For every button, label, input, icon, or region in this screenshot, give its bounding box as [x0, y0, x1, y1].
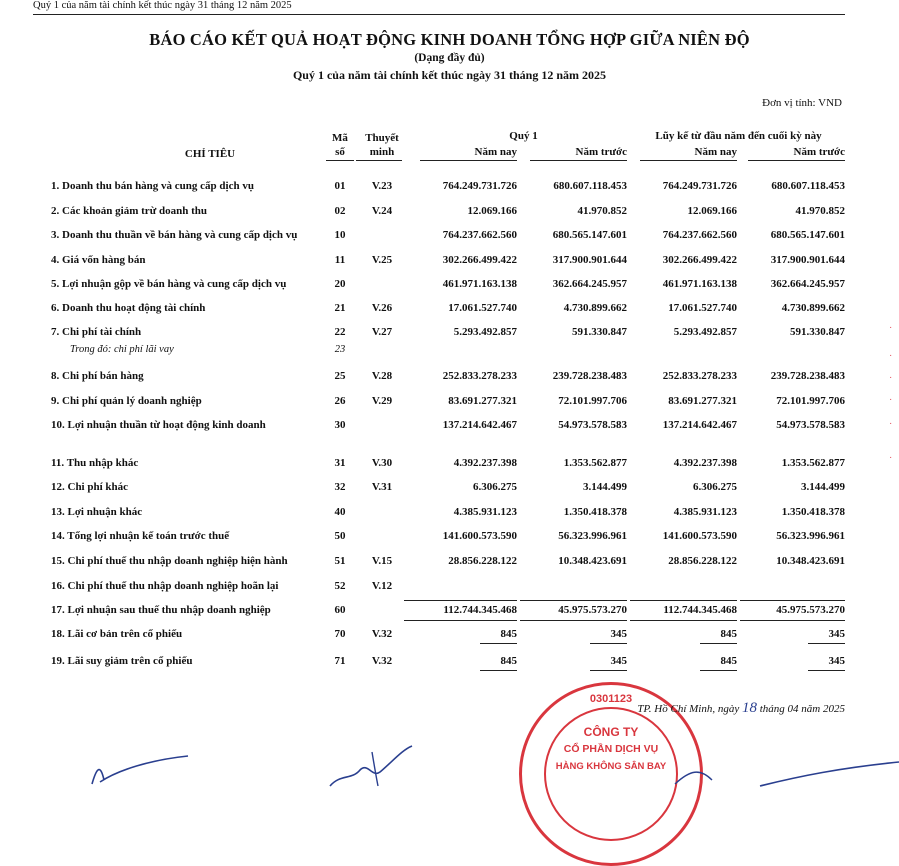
header-y-nam-nay: Năm nay [694, 146, 737, 158]
value-ytd-current: 12.069.166 [687, 205, 737, 217]
margin-mark: · [889, 452, 893, 463]
value-q-current: 764.237.662.560 [442, 229, 517, 241]
row-note: V.32 [371, 655, 393, 667]
header-y-nam-truoc: Năm trước [793, 146, 845, 158]
signature-date-line [0, 700, 845, 717]
signatures [0, 740, 899, 788]
table-row [0, 302, 899, 318]
value-q-current: 6.306.275 [473, 481, 517, 493]
value-q-previous: 680.607.118.453 [553, 180, 627, 192]
row-code: 11 [334, 254, 346, 266]
table-row [0, 530, 899, 546]
value-q-current: 4.385.931.123 [453, 506, 517, 518]
row-label: 1. Doanh thu bán hàng và cung cấp dịch vụ [51, 180, 254, 192]
row-code: 20 [334, 278, 346, 290]
row-note: V.29 [371, 395, 393, 407]
value-q-current: 28.856.228.122 [448, 555, 517, 567]
subrow-label: Trong đó: chi phí lãi vay [70, 344, 174, 355]
currency-unit: Đơn vị tính: VND [762, 97, 842, 109]
row-note: V.31 [371, 481, 393, 493]
table-row [0, 419, 899, 435]
subrow-code: 23 [334, 344, 346, 355]
total-rule [740, 600, 845, 601]
value-ytd-current: 5.293.492.857 [673, 326, 737, 338]
row-note: V.27 [371, 326, 393, 338]
row-label: 19. Lãi suy giảm trên cổ phiếu [51, 655, 193, 667]
value-ytd-previous: 680.607.118.453 [771, 180, 845, 192]
row-label: 6. Doanh thu hoạt động tài chính [51, 302, 206, 314]
value-q-current: 137.214.642.467 [442, 419, 517, 431]
value-q-previous: 1.350.418.378 [563, 506, 627, 518]
header-underline [356, 160, 402, 161]
value-ytd-current: 6.306.275 [693, 481, 737, 493]
eps-rule [590, 670, 627, 671]
value-ytd-current: 845 [720, 628, 737, 640]
row-code: 71 [334, 655, 346, 667]
row-label: 13. Lợi nhuận khác [51, 506, 143, 518]
row-note: V.24 [371, 205, 393, 217]
row-label: 3. Doanh thu thuần về bán hàng và cung cấp dịch vụ [51, 229, 298, 241]
value-ytd-current: 461.971.163.138 [662, 278, 737, 290]
value-q-current: 764.249.731.726 [442, 180, 517, 192]
value-q-previous: 3.144.499 [583, 481, 627, 493]
value-q-previous: 591.330.847 [572, 326, 627, 338]
signature-stroke [675, 772, 712, 784]
value-ytd-current: 252.833.278.233 [662, 370, 737, 382]
value-q-previous: 45.975.573.270 [558, 604, 627, 616]
table-row [0, 278, 899, 294]
signature-stroke [92, 756, 188, 784]
sign-place: TP. Hồ Chí Minh, ngày [637, 703, 740, 715]
row-code: 51 [334, 555, 346, 567]
row-note: V.28 [371, 370, 393, 382]
value-q-previous: 317.900.901.644 [552, 254, 627, 266]
row-code: 25 [334, 370, 346, 382]
eps-rule [480, 670, 517, 671]
row-code: 01 [334, 180, 346, 192]
value-ytd-current: 83.691.277.321 [668, 395, 737, 407]
eps-rule [480, 643, 517, 644]
table-row [0, 628, 899, 644]
value-ytd-previous: 1.353.562.877 [781, 457, 845, 469]
row-label: 5. Lợi nhuận gộp về bán hàng và cung cấp dịch vụ [51, 278, 287, 290]
total-rule [404, 620, 517, 621]
row-label: 15. Chi phí thuế thu nhập doanh nghiệp hiện hành [51, 555, 288, 567]
row-label: 2. Các khoản giảm trừ doanh thu [51, 205, 208, 217]
value-ytd-previous: 1.350.418.378 [781, 506, 845, 518]
table-row [0, 229, 899, 245]
table-row [0, 580, 899, 596]
value-q-previous: 4.730.899.662 [563, 302, 627, 314]
row-code: 31 [334, 457, 346, 469]
total-rule [630, 600, 737, 601]
row-code: 70 [334, 628, 346, 640]
header-luy-ke: Lũy kế từ đầu năm đến cuối kỳ này [655, 130, 822, 142]
header-quy-1: Quý 1 [509, 130, 538, 142]
margin-mark: · [889, 322, 893, 333]
row-label: 10. Lợi nhuận thuần từ hoạt động kinh doanh [51, 419, 266, 431]
row-note: V.26 [371, 302, 393, 314]
row-code: 32 [334, 481, 346, 493]
stamp-line-1: CÔNG TY [583, 725, 639, 739]
table-row [0, 254, 899, 270]
row-label: 16. Chi phí thuế thu nhập doanh nghiệp hoãn lại [51, 580, 279, 592]
header-underline [748, 160, 845, 161]
margin-mark: · [889, 394, 893, 405]
value-q-previous: 680.565.147.601 [552, 229, 627, 241]
value-ytd-previous: 54.973.578.583 [776, 419, 845, 431]
signature-stroke [330, 746, 412, 786]
value-ytd-current: 4.392.237.398 [673, 457, 737, 469]
header-ma-so-1: Mã [332, 132, 348, 144]
row-code: 22 [334, 326, 346, 338]
eps-rule [700, 670, 737, 671]
row-label: 7. Chi phí tài chính [51, 326, 142, 338]
row-label: 9. Chi phí quản lý doanh nghiệp [51, 395, 202, 407]
row-label: 8. Chi phí bán hàng [51, 370, 144, 382]
table-row [0, 655, 899, 671]
value-ytd-previous: 41.970.852 [795, 205, 845, 217]
value-ytd-previous: 239.728.238.483 [770, 370, 845, 382]
row-note: V.23 [371, 180, 393, 192]
header-q-nam-nay: Năm nay [474, 146, 517, 158]
row-note: V.15 [371, 555, 393, 567]
header-underline [326, 160, 354, 161]
value-q-current: 83.691.277.321 [448, 395, 517, 407]
value-ytd-current: 112.744.345.468 [663, 604, 737, 616]
value-q-previous: 72.101.997.706 [558, 395, 627, 407]
value-ytd-previous: 345 [828, 628, 845, 640]
table-row [0, 205, 899, 221]
value-q-current: 845 [500, 655, 517, 667]
row-code: 50 [334, 530, 346, 542]
value-q-current: 461.971.163.138 [442, 278, 517, 290]
value-ytd-previous: 345 [828, 655, 845, 667]
header-chi-tieu: CHỈ TIÊU [184, 148, 236, 160]
value-q-current: 141.600.573.590 [442, 530, 517, 542]
table-row [0, 604, 899, 620]
margin-mark: · [889, 350, 893, 361]
table-row [0, 326, 899, 342]
value-ytd-previous: 3.144.499 [801, 481, 845, 493]
value-ytd-current: 141.600.573.590 [662, 530, 737, 542]
sign-day-handwritten: 18 [742, 700, 757, 716]
total-rule [520, 620, 627, 621]
total-rule [630, 620, 737, 621]
value-q-previous: 345 [610, 628, 627, 640]
row-label: 11. Thu nhập khác [51, 457, 139, 469]
table-row [0, 457, 899, 473]
value-ytd-current: 845 [720, 655, 737, 667]
signature-stroke [760, 762, 899, 786]
value-q-current: 252.833.278.233 [442, 370, 517, 382]
value-ytd-current: 764.237.662.560 [662, 229, 737, 241]
value-ytd-previous: 680.565.147.601 [770, 229, 845, 241]
total-rule [520, 600, 627, 601]
margin-mark: · [889, 372, 893, 383]
value-ytd-current: 764.249.731.726 [662, 180, 737, 192]
value-q-current: 17.061.527.740 [448, 302, 517, 314]
row-label: 18. Lãi cơ bản trên cổ phiếu [51, 628, 183, 640]
row-code: 40 [334, 506, 346, 518]
table-row [0, 395, 899, 411]
stamp-line-2: CỔ PHẦN DỊCH VỤ [563, 743, 659, 755]
row-code: 60 [334, 604, 346, 616]
row-code: 02 [334, 205, 346, 217]
report-period: Quý 1 của năm tài chính kết thúc ngày 31 tháng 12 năm 2025 [292, 68, 607, 82]
value-q-previous: 10.348.423.691 [558, 555, 627, 567]
value-ytd-current: 137.214.642.467 [662, 419, 737, 431]
value-ytd-previous: 56.323.996.961 [776, 530, 845, 542]
row-code: 10 [334, 229, 346, 241]
value-ytd-previous: 10.348.423.691 [776, 555, 845, 567]
total-rule [404, 600, 517, 601]
value-ytd-current: 17.061.527.740 [668, 302, 737, 314]
value-q-previous: 362.664.245.957 [552, 278, 627, 290]
header-underline [640, 160, 737, 161]
eps-rule [700, 643, 737, 644]
eps-rule [808, 670, 845, 671]
table-row [0, 555, 899, 571]
value-ytd-previous: 4.730.899.662 [781, 302, 845, 314]
value-q-current: 4.392.237.398 [453, 457, 517, 469]
value-q-previous: 1.353.562.877 [563, 457, 627, 469]
table-row [0, 180, 899, 196]
report-title: BÁO CÁO KẾT QUẢ HOẠT ĐỘNG KINH DOANH TỔNG HỢP GIỮA NIÊN ĐỘ [149, 30, 750, 49]
stamp-line-3: HÀNG KHÔNG SÂN BAY [555, 761, 667, 772]
value-q-current: 845 [500, 628, 517, 640]
value-q-previous: 56.323.996.961 [558, 530, 627, 542]
value-q-previous: 41.970.852 [577, 205, 627, 217]
value-q-current: 5.293.492.857 [453, 326, 517, 338]
row-note: V.12 [371, 580, 393, 592]
row-code: 30 [334, 419, 346, 431]
header-ma-so-2: số [335, 146, 345, 158]
page-header-line: Quý 1 của năm tài chính kết thúc ngày 31 tháng 12 năm 2025 [33, 0, 845, 15]
value-ytd-previous: 45.975.573.270 [776, 604, 845, 616]
value-ytd-previous: 72.101.997.706 [776, 395, 845, 407]
row-label: 14. Tổng lợi nhuận kế toán trước thuế [51, 530, 230, 542]
row-note: V.32 [371, 628, 393, 640]
margin-mark: · [889, 418, 893, 429]
sign-date-rest: tháng 04 năm 2025 [759, 703, 845, 715]
stamp-number: 0301123 [589, 693, 633, 705]
row-code: 52 [334, 580, 346, 592]
value-ytd-current: 302.266.499.422 [662, 254, 737, 266]
row-code: 26 [334, 395, 346, 407]
total-rule [740, 620, 845, 621]
value-ytd-current: 4.385.931.123 [673, 506, 737, 518]
eps-rule [590, 643, 627, 644]
header-thuyet-minh-1: Thuyết [365, 132, 399, 144]
value-q-current: 112.744.345.468 [443, 604, 517, 616]
value-q-previous: 54.973.578.583 [558, 419, 627, 431]
value-ytd-current: 28.856.228.122 [668, 555, 737, 567]
value-q-current: 302.266.499.422 [442, 254, 517, 266]
row-note: V.30 [371, 457, 393, 469]
table-row [0, 370, 899, 386]
row-label: 12. Chi phí khác [51, 481, 129, 493]
row-note: V.25 [371, 254, 393, 266]
header-thuyet-minh-2: minh [369, 146, 395, 158]
value-q-current: 12.069.166 [467, 205, 517, 217]
value-q-previous: 239.728.238.483 [552, 370, 627, 382]
header-underline [420, 160, 517, 161]
table-row [0, 481, 899, 497]
value-ytd-previous: 317.900.901.644 [770, 254, 845, 266]
row-label: 17. Lợi nhuận sau thuế thu nhập doanh nghiệp [51, 604, 271, 616]
value-q-previous: 345 [610, 655, 627, 667]
header-q-nam-truoc: Năm trước [575, 146, 627, 158]
header-underline [530, 160, 627, 161]
row-code: 21 [334, 302, 346, 314]
value-ytd-previous: 591.330.847 [790, 326, 845, 338]
signature-stroke [372, 752, 378, 786]
value-ytd-previous: 362.664.245.957 [770, 278, 845, 290]
report-subtitle: (Dạng đầy đủ) [414, 52, 485, 64]
table-row [0, 506, 899, 522]
eps-rule [808, 643, 845, 644]
row-label: 4. Giá vốn hàng bán [51, 254, 146, 266]
